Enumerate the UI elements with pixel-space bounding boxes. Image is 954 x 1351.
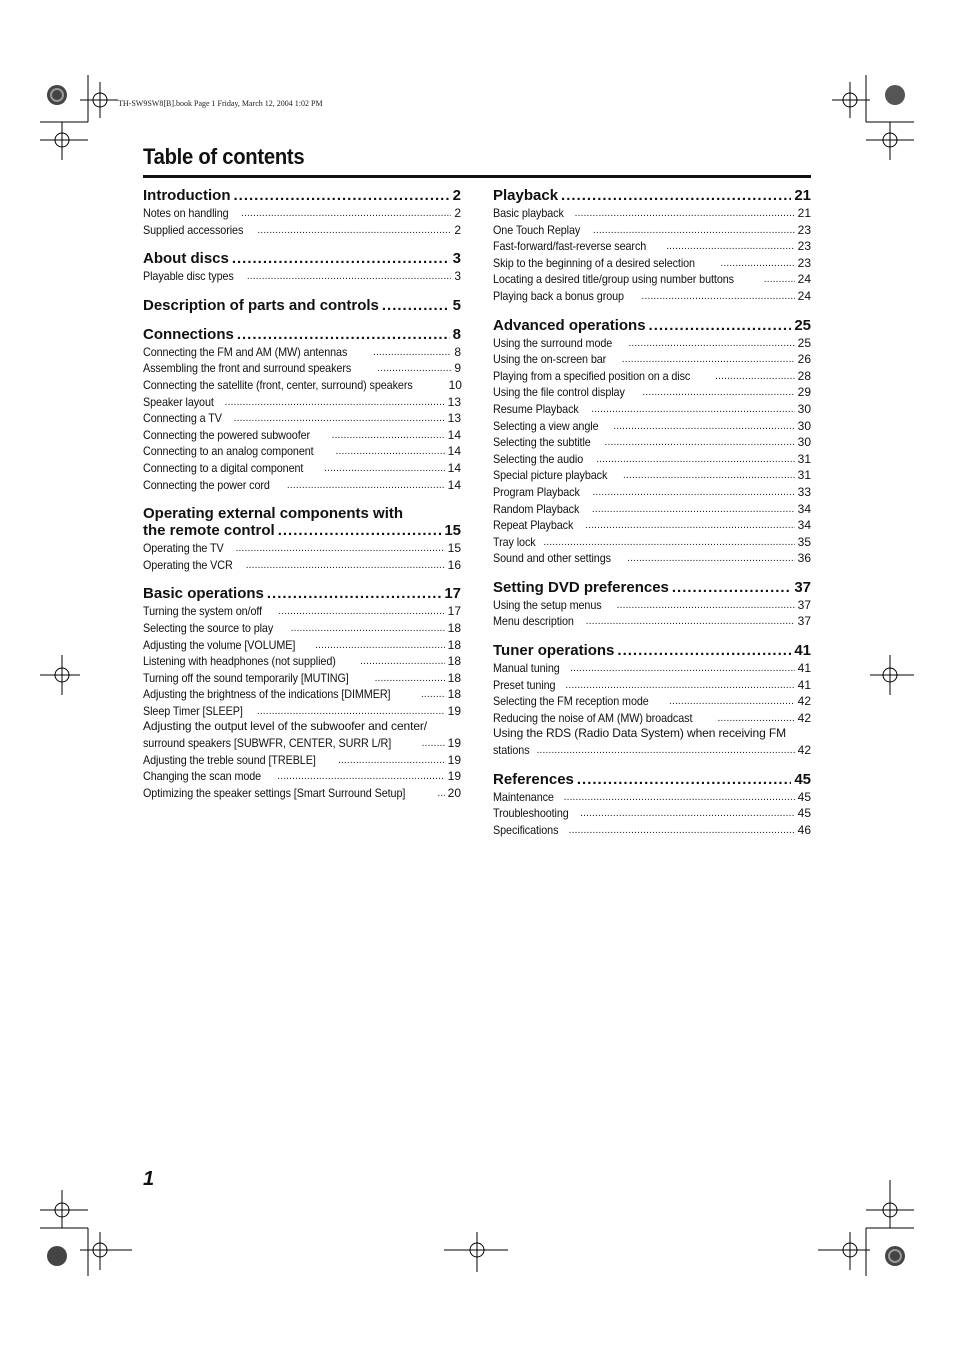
- entry-page: 37: [797, 614, 811, 629]
- entry-label: Preset tuning: [493, 677, 556, 692]
- leader-dots: [291, 620, 445, 637]
- toc-entry: [143, 344, 461, 361]
- entry-page: 14: [447, 460, 461, 475]
- section-page: 5: [452, 296, 461, 314]
- leader-dots: [543, 534, 794, 551]
- leader-dots: [373, 344, 451, 361]
- toc-section: [143, 297, 461, 314]
- leader-dots: [232, 250, 450, 267]
- entry-label: Resume Playback: [493, 401, 579, 416]
- entry-page: 13: [447, 411, 461, 426]
- toc-section: [493, 579, 811, 630]
- leader-dots: [377, 360, 451, 377]
- entry-page: 14: [447, 477, 461, 492]
- leader-dots: [241, 205, 451, 222]
- entry-page: 46: [797, 822, 811, 837]
- section-title: Advanced operations: [493, 316, 646, 334]
- leader-dots: [382, 297, 450, 314]
- entry-page: 28: [797, 368, 811, 383]
- toc-entry: [493, 434, 811, 451]
- entry-label: Specifications: [493, 822, 559, 837]
- toc-entry: [143, 205, 461, 222]
- entry-page: 25: [797, 335, 811, 350]
- leader-dots: [649, 317, 792, 334]
- leader-dots: [570, 660, 795, 677]
- entry-label: Supplied accessories: [143, 222, 244, 237]
- leader-dots: [617, 597, 795, 614]
- entry-page: 45: [797, 789, 811, 804]
- entry-page: 41: [797, 677, 811, 692]
- toc-entry: [493, 710, 811, 727]
- leader-dots: [764, 271, 795, 288]
- toc-entry: [493, 613, 811, 630]
- leader-dots: [666, 238, 794, 255]
- entry-page: 18: [447, 670, 461, 685]
- entry-page: 29: [797, 385, 811, 400]
- entry-page: 20: [447, 785, 461, 800]
- toc-entry: [143, 768, 461, 785]
- entry-page: 33: [797, 484, 811, 499]
- toc-section: [493, 317, 811, 567]
- leader-dots: [278, 522, 442, 539]
- toc-entry: [143, 410, 461, 427]
- toc-entry: [143, 785, 461, 802]
- entry-label: Connecting to an analog component: [143, 444, 314, 459]
- entry-label: Speaker layout: [143, 394, 214, 409]
- entry-label: Using the file control display: [493, 385, 625, 400]
- entry-label: Locating a desired title/group using number buttons: [493, 272, 734, 287]
- entry-page: 30: [797, 418, 811, 433]
- section-title: Setting DVD preferences: [493, 578, 669, 596]
- entry-label: Manual tuning: [493, 661, 560, 676]
- entry-page: 18: [447, 620, 461, 635]
- toc-entry: [493, 401, 811, 418]
- entry-list: [493, 335, 811, 567]
- entry-list: [493, 597, 811, 630]
- leader-dots: [596, 451, 794, 468]
- leader-dots: [360, 653, 444, 670]
- entry-page: 42: [797, 710, 811, 725]
- entry-list: [143, 540, 461, 573]
- leader-dots: [613, 418, 794, 435]
- leader-dots: [628, 335, 794, 352]
- entry-label: Playable disc types: [143, 269, 234, 284]
- entry-label: Listening with headphones (not supplied): [143, 654, 336, 669]
- page-number: 1: [143, 1168, 155, 1190]
- entry-page: 24: [797, 272, 811, 287]
- toc-entry: [493, 222, 811, 239]
- entry-label: Assembling the front and surround speakers: [143, 361, 352, 376]
- leader-dots: [592, 501, 795, 518]
- entry-page: 26: [797, 352, 811, 367]
- toc-entry: [143, 477, 461, 494]
- entry-page: 23: [797, 239, 811, 254]
- section-page: 21: [794, 187, 811, 204]
- entry-page: 10: [448, 377, 462, 392]
- entry-page: 31: [797, 468, 811, 483]
- section-title-line2: the remote control: [143, 522, 275, 540]
- toc-section: [493, 187, 811, 305]
- leader-dots: [580, 805, 795, 822]
- entry-label: Program Playback: [493, 484, 580, 499]
- entry-label: Operating the TV: [143, 541, 224, 556]
- section-page: 2: [452, 187, 461, 204]
- leader-dots: [237, 326, 450, 343]
- toc-entry: [493, 501, 811, 518]
- toc-entry: [493, 726, 811, 758]
- entry-label: Optimizing the speaker settings [Smart Surround Setup]: [143, 785, 406, 800]
- section-page: 41: [794, 642, 811, 660]
- entry-list: [493, 789, 811, 839]
- section-page: 8: [452, 325, 461, 343]
- entry-list: [493, 660, 811, 759]
- leader-dots: [421, 686, 445, 703]
- entry-label: Fast-forward/fast-reverse search: [493, 239, 647, 254]
- section-heading: [143, 326, 461, 343]
- leader-dots: [332, 427, 445, 444]
- entry-label: Selecting a view angle: [493, 418, 599, 433]
- section-heading: [493, 187, 811, 204]
- leader-dots: [564, 789, 795, 806]
- entry-page: 13: [447, 394, 461, 409]
- toc-entry: [143, 360, 461, 377]
- entry-page: 19: [447, 703, 461, 718]
- toc-entry: [493, 517, 811, 534]
- toc-entry: [493, 351, 811, 368]
- toc-right-column: [493, 187, 811, 850]
- entry-label: Using the on-screen bar: [493, 352, 607, 367]
- section-heading: [143, 585, 461, 602]
- section-page: 3: [452, 250, 461, 268]
- section-title: About discs: [143, 250, 229, 268]
- toc-section: [143, 250, 461, 285]
- entry-page: 14: [447, 427, 461, 442]
- entry-page: 36: [797, 551, 811, 566]
- toc-entry: [493, 550, 811, 567]
- entry-page: 8: [454, 344, 461, 359]
- toc-entry: [493, 467, 811, 484]
- entry-label: Sleep Timer [SLEEP]: [143, 703, 243, 718]
- entry-label: Selecting the FM reception mode: [493, 694, 649, 709]
- toc-entry: [493, 805, 811, 822]
- toc-entry: [493, 335, 811, 352]
- leader-dots: [585, 517, 794, 534]
- entry-label: Notes on handling: [143, 206, 229, 220]
- entry-label: Turning the system on/off: [143, 604, 263, 619]
- entry-label: Adjusting the treble sound [TREBLE]: [143, 752, 316, 767]
- leader-dots: [234, 410, 445, 427]
- toc-entry: [493, 384, 811, 401]
- leader-dots: [669, 693, 795, 710]
- entry-label: Using the setup menus: [493, 597, 602, 612]
- toc-entry: [493, 271, 811, 288]
- entry-page: 34: [797, 518, 811, 533]
- entry-page: 3: [454, 269, 461, 284]
- entry-label: Adjusting the volume [VOLUME]: [143, 637, 296, 652]
- entry-label: Basic playback: [493, 206, 564, 220]
- leader-dots: [278, 603, 444, 620]
- section-heading: [493, 771, 811, 788]
- entry-row: [143, 735, 461, 752]
- toc-section: [493, 771, 811, 839]
- entry-label: Connecting a TV: [143, 411, 222, 426]
- toc-entry: [493, 288, 811, 305]
- entry-label-line1: Adjusting the output level of the subwoofer and center/: [143, 719, 428, 734]
- entry-page: 2: [454, 206, 461, 220]
- toc-section: [143, 505, 461, 573]
- entry-label: Playing from a specified position on a disc: [493, 368, 691, 383]
- entry-label: Tray lock: [493, 534, 536, 549]
- entry-page: 18: [447, 687, 461, 702]
- entry-page: 16: [447, 557, 461, 572]
- entry-page: 19: [447, 752, 461, 767]
- toc-entry: [493, 255, 811, 272]
- leader-dots: [623, 467, 795, 484]
- entry-page: 31: [797, 451, 811, 466]
- leader-dots: [642, 384, 794, 401]
- leader-dots: [593, 222, 795, 239]
- section-title: References: [493, 770, 574, 788]
- leader-dots: [617, 642, 791, 659]
- leader-dots: [586, 613, 795, 630]
- leader-dots: [627, 550, 795, 567]
- entry-label: Connecting the power cord: [143, 477, 270, 492]
- leader-dots: [375, 670, 445, 687]
- leader-dots: [338, 752, 445, 769]
- toc-entry: [143, 460, 461, 477]
- section-heading: [493, 579, 811, 596]
- entry-label: Selecting the source to play: [143, 620, 274, 635]
- toc-entry: [143, 670, 461, 687]
- entry-row: [493, 742, 811, 759]
- leader-dots: [236, 540, 445, 557]
- entry-label: Connecting the FM and AM (MW) antennas: [143, 344, 348, 359]
- section-title: Basic operations: [143, 585, 264, 603]
- toc-entry: [143, 427, 461, 444]
- leader-dots: [622, 351, 795, 368]
- section-page: 45: [794, 770, 811, 788]
- entry-list: [143, 603, 461, 801]
- leader-dots: [720, 255, 794, 272]
- leader-dots: [246, 557, 445, 574]
- section-title: Connections: [143, 325, 234, 343]
- entry-page: 18: [447, 637, 461, 652]
- entry-label: Changing the scan mode: [143, 769, 262, 784]
- section-title: Playback: [493, 187, 559, 204]
- leader-dots: [642, 288, 795, 305]
- toc-entry: [493, 693, 811, 710]
- toc-entry: [143, 394, 461, 411]
- toc-entry: [143, 752, 461, 769]
- toc-entry: [143, 557, 461, 574]
- leader-dots: [324, 460, 444, 477]
- toc-entry: [493, 789, 811, 806]
- leader-dots: [336, 443, 445, 460]
- entry-page: 19: [447, 769, 461, 784]
- entry-label-line1: Using the RDS (Radio Data System) when receiving FM: [493, 726, 787, 741]
- toc-entry: [143, 719, 461, 751]
- toc-entry: [143, 703, 461, 720]
- toc-entry: [143, 686, 461, 703]
- leader-dots: [565, 677, 794, 694]
- entry-page: 17: [447, 604, 461, 619]
- entry-label: Turning off the sound temporarily [MUTING]: [143, 670, 349, 685]
- leader-dots: [718, 710, 795, 727]
- leader-dots: [267, 585, 441, 602]
- toc-section: [143, 326, 461, 493]
- toc-entry: [493, 534, 811, 551]
- leader-dots: [277, 768, 444, 785]
- entry-page: 15: [447, 541, 461, 556]
- entry-page: 41: [797, 661, 811, 676]
- toc-section: [143, 187, 461, 238]
- section-page: 17: [444, 585, 461, 603]
- entry-label: Adjusting the brightness of the indications [DIMMER]: [143, 687, 391, 702]
- leader-dots: [715, 368, 794, 385]
- entry-label: Reducing the noise of AM (MW) broadcast: [493, 710, 693, 725]
- entry-page: 23: [797, 255, 811, 270]
- leader-dots: [287, 477, 445, 494]
- entry-page: 2: [454, 222, 461, 237]
- entry-label: Random Playback: [493, 501, 580, 516]
- toc-section: [143, 585, 461, 801]
- entry-label: Special picture playback: [493, 468, 608, 483]
- leader-dots: [247, 268, 451, 285]
- entry-label: Maintenance: [493, 789, 554, 804]
- toc-entry: [493, 677, 811, 694]
- entry-label: Connecting the satellite (front, center, surround) speakers: [143, 377, 413, 392]
- entry-page: 19: [447, 736, 461, 751]
- toc-entry: [493, 368, 811, 385]
- toc-entry: [493, 660, 811, 677]
- entry-page: 37: [797, 597, 811, 612]
- print-slug: TH-SW9SW8[B].book Page 1 Friday, March 12, 2004 1:02 PM: [118, 99, 323, 108]
- section-heading: [143, 187, 461, 204]
- section-page: 15: [444, 522, 461, 540]
- section-title: Introduction: [143, 187, 231, 204]
- toc-entry: [493, 451, 811, 468]
- leader-dots: [592, 484, 794, 501]
- entry-list: [143, 344, 461, 493]
- toc-entry: [143, 222, 461, 239]
- entry-page: 34: [797, 501, 811, 516]
- title-rule: [143, 175, 811, 178]
- leader-dots: [422, 735, 445, 752]
- toc-entry: [143, 620, 461, 637]
- leader-dots: [233, 187, 449, 204]
- entry-label-line2: surround speakers [SUBWFR, CENTER, SURR L/R]: [143, 736, 392, 751]
- entry-page: 30: [797, 435, 811, 450]
- toc-entry: [493, 418, 811, 435]
- entry-page: 21: [797, 206, 811, 220]
- section-heading: [143, 297, 461, 314]
- entry-list: [493, 205, 811, 305]
- leader-dots: [437, 785, 444, 802]
- entry-label: Menu description: [493, 614, 574, 629]
- leader-dots: [591, 401, 794, 418]
- leader-dots: [315, 637, 444, 654]
- entry-page: 18: [447, 654, 461, 669]
- entry-label-line2: stations: [493, 743, 530, 758]
- section-title: Tuner operations: [493, 642, 615, 660]
- toc-section: [493, 642, 811, 759]
- entry-page: 23: [797, 222, 811, 237]
- section-title-row: [143, 522, 461, 539]
- leader-dots: [257, 703, 445, 720]
- page-title: Table of contents: [143, 144, 305, 169]
- section-title-line1: Operating external components with: [143, 505, 404, 523]
- section-page: 25: [794, 316, 811, 334]
- leader-dots: [257, 222, 451, 239]
- entry-label: Sound and other settings: [493, 551, 611, 566]
- toc-left-column: [143, 187, 461, 813]
- entry-label: Connecting to a digital component: [143, 460, 304, 475]
- leader-dots: [537, 742, 795, 759]
- toc-entry: [143, 268, 461, 285]
- section-heading: [143, 250, 461, 267]
- entry-page: 45: [797, 806, 811, 821]
- section-page: 37: [794, 578, 811, 596]
- entry-page: 35: [797, 534, 811, 549]
- entry-label: Skip to the beginning of a desired selection: [493, 255, 695, 270]
- entry-label: Operating the VCR: [143, 557, 233, 572]
- entry-label: Selecting the audio: [493, 451, 584, 466]
- entry-label: Repeat Playback: [493, 518, 574, 533]
- leader-dots: [672, 579, 791, 596]
- entry-label: Connecting the powered subwoofer: [143, 427, 311, 442]
- toc-entry: [493, 205, 811, 222]
- toc-entry: [493, 238, 811, 255]
- entry-list: [143, 268, 461, 285]
- section-heading: [493, 317, 811, 334]
- entry-page: 24: [797, 288, 811, 303]
- toc-entry: [143, 540, 461, 557]
- leader-dots: [577, 771, 791, 788]
- toc-entry: [493, 822, 811, 839]
- entry-page: 30: [797, 401, 811, 416]
- entry-label: Playing back a bonus group: [493, 288, 624, 303]
- entry-page: 42: [797, 743, 811, 758]
- toc-entry: [493, 597, 811, 614]
- leader-dots: [225, 394, 445, 411]
- toc-entry: [143, 443, 461, 460]
- section-title: Description of parts and controls: [143, 296, 379, 314]
- entry-label: Using the surround mode: [493, 335, 613, 350]
- entry-page: 42: [797, 694, 811, 709]
- entry-label: Selecting the subtitle: [493, 435, 591, 450]
- section-heading: [143, 505, 461, 539]
- entry-list: [143, 205, 461, 238]
- leader-dots: [561, 187, 791, 204]
- section-heading: [493, 642, 811, 659]
- entry-page: 9: [454, 361, 461, 376]
- toc-entry: [143, 653, 461, 670]
- entry-page: 14: [447, 444, 461, 459]
- entry-label: One Touch Replay: [493, 222, 581, 237]
- toc-entry: [143, 377, 461, 394]
- toc-entry: [493, 484, 811, 501]
- toc-entry: [143, 637, 461, 654]
- entry-label: Troubleshooting: [493, 806, 569, 821]
- leader-dots: [569, 822, 795, 839]
- leader-dots: [575, 205, 795, 222]
- leader-dots: [605, 434, 795, 451]
- toc-entry: [143, 603, 461, 620]
